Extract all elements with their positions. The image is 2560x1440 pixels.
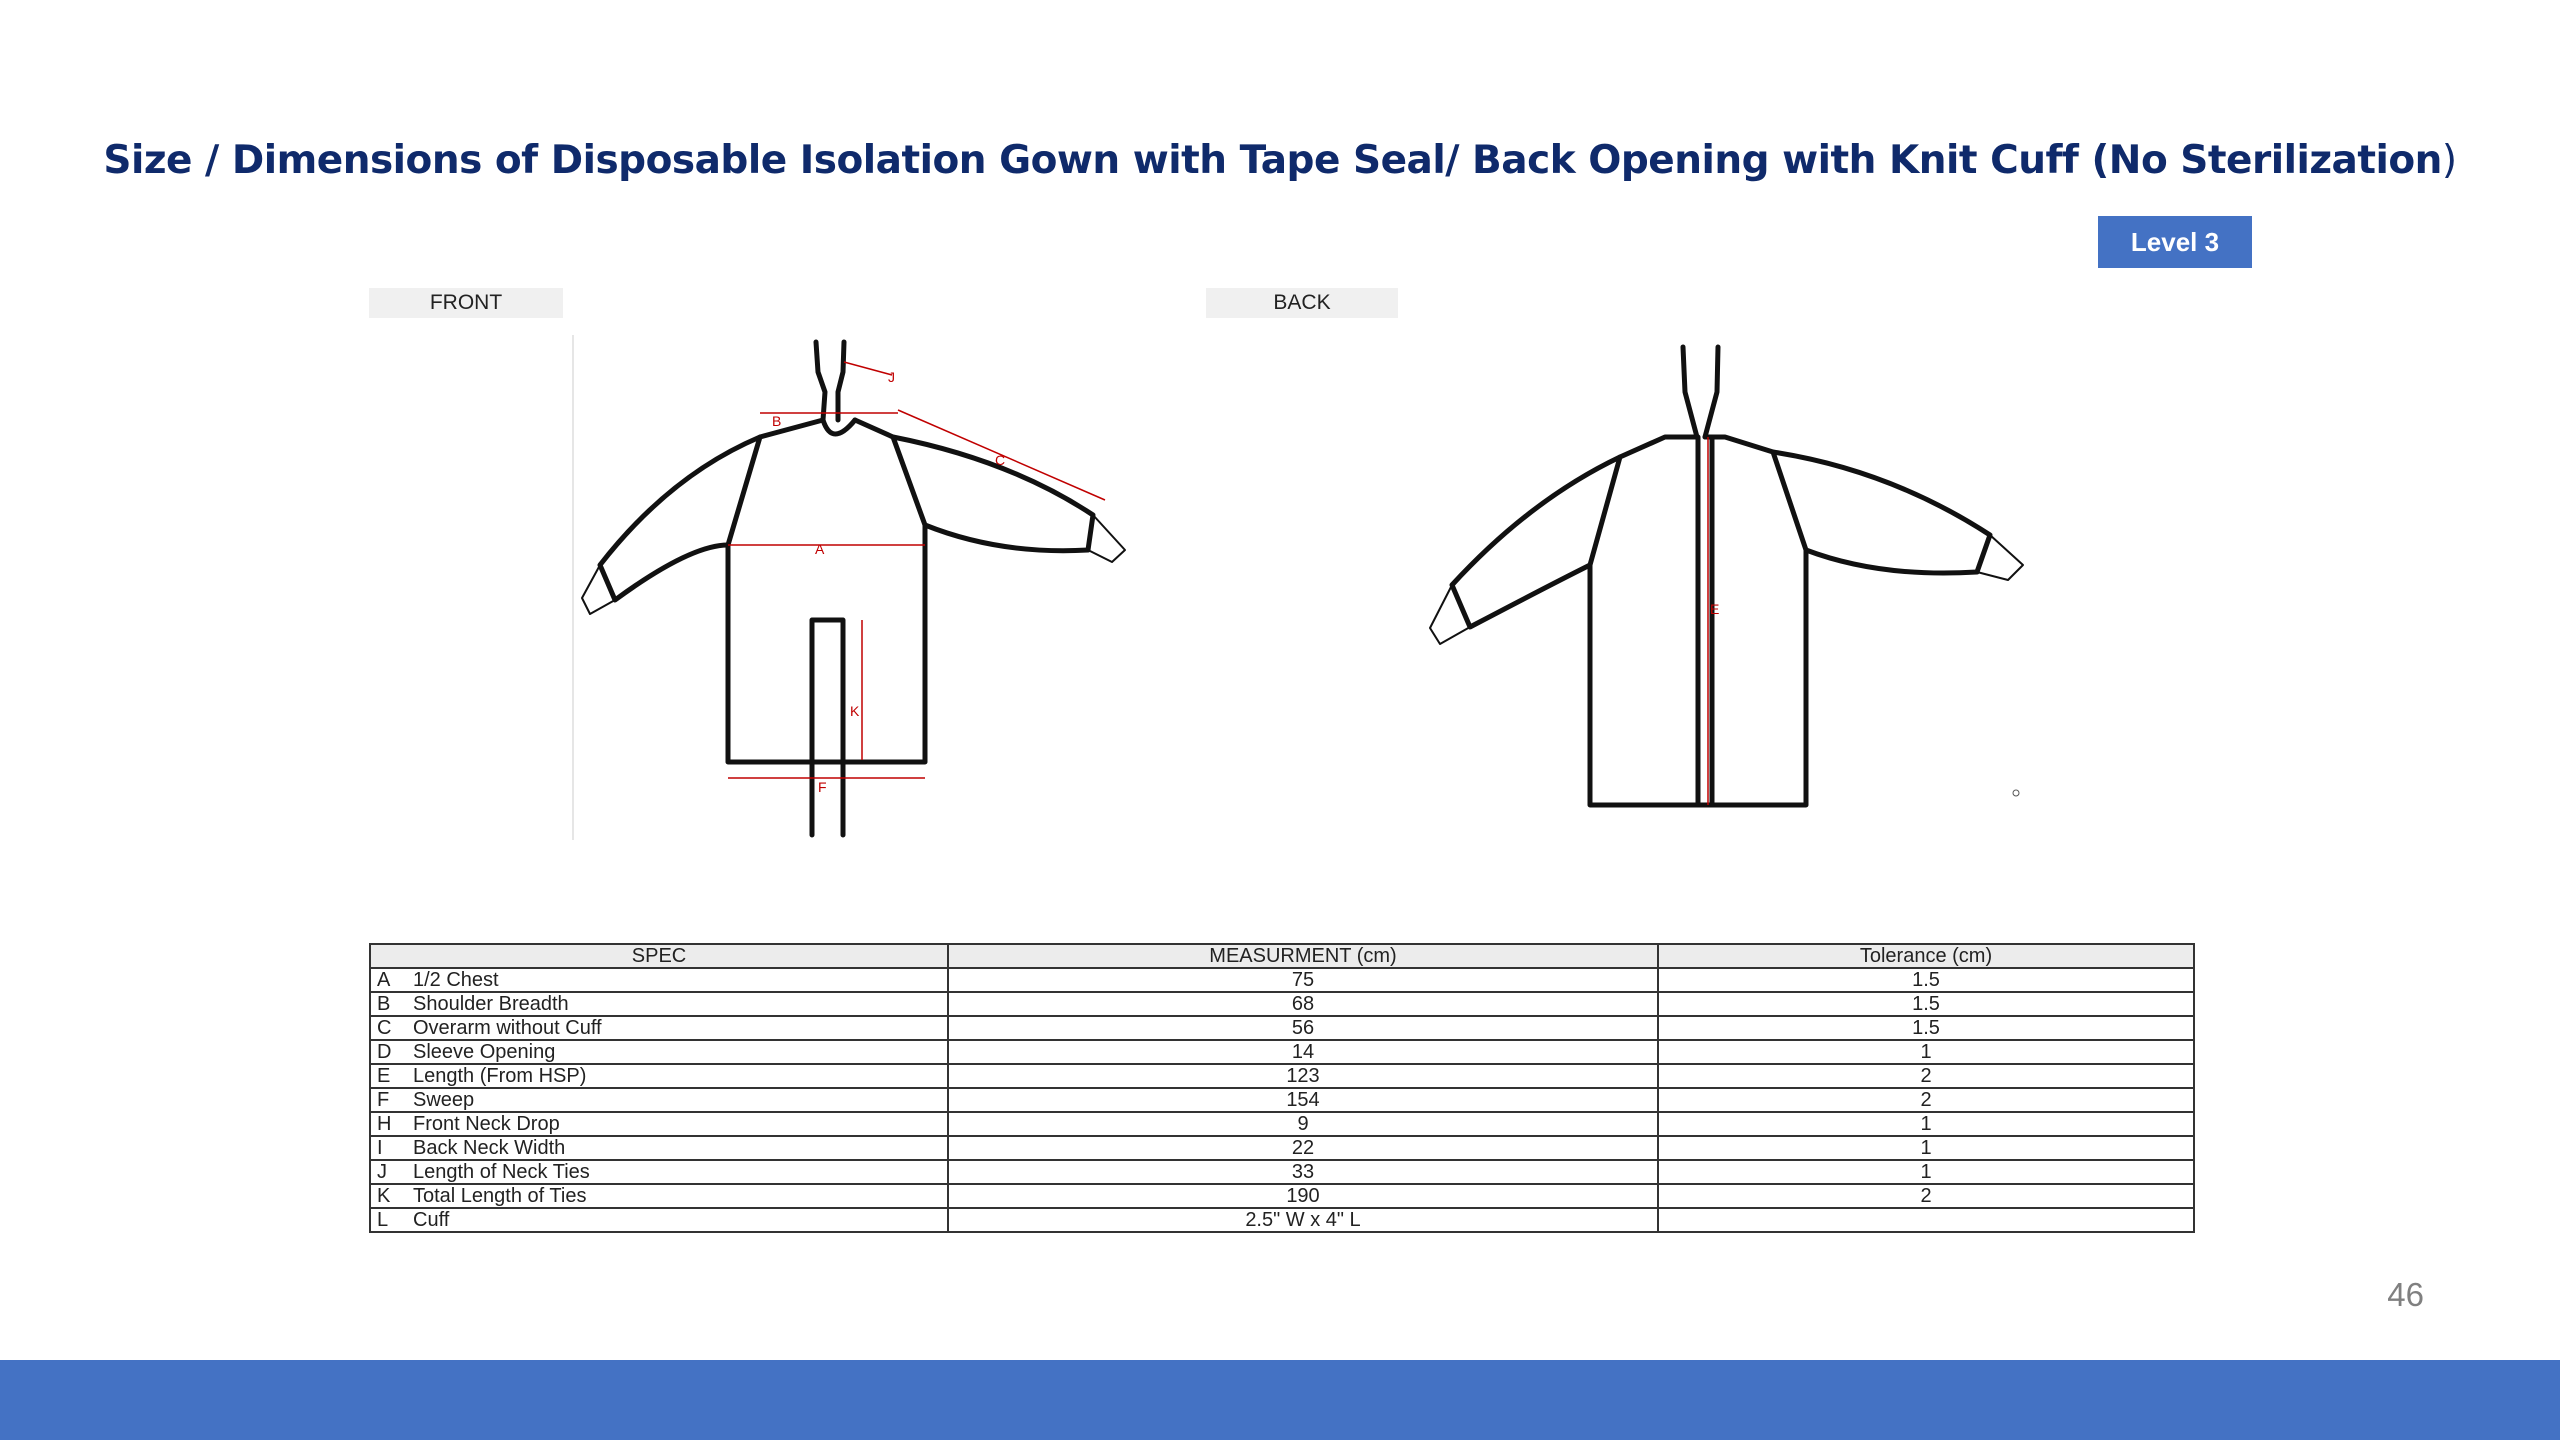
spec-code: C <box>377 1017 392 1039</box>
spec-cell <box>370 1064 948 1088</box>
marker-k: K <box>850 703 860 719</box>
spec-label: Shoulder Breadth <box>413 993 569 1015</box>
spec-cell <box>370 1184 948 1208</box>
tolerance-cell: 1 <box>1658 1160 2194 1184</box>
spec-cell <box>370 1160 948 1184</box>
spec-code: A <box>377 969 391 991</box>
marker-j: J <box>888 369 895 385</box>
table-row <box>370 1064 2194 1088</box>
measurement-cell: 56 <box>948 1016 1658 1040</box>
spec-cell <box>370 1016 948 1040</box>
spec-label: Cuff <box>413 1209 450 1231</box>
spec-cell <box>370 1088 948 1112</box>
measurement-cell: 154 <box>948 1088 1658 1112</box>
front-gown-outline <box>582 342 1125 835</box>
spec-cell <box>370 1136 948 1160</box>
spec-table <box>369 943 2195 1233</box>
back-gown-outline <box>1430 347 2023 805</box>
table-row <box>370 992 2194 1016</box>
spec-code: D <box>377 1041 392 1063</box>
spec-code: L <box>377 1209 389 1231</box>
spec-label: 1/2 Chest <box>413 969 499 991</box>
spec-label: Overarm without Cuff <box>413 1017 602 1039</box>
marker-e: E <box>1710 601 1720 617</box>
spec-cell <box>370 968 948 992</box>
back-measure-markers <box>1710 601 1719 617</box>
measurement-cell: 190 <box>948 1184 1658 1208</box>
level-badge: Level 3 <box>2098 216 2252 268</box>
measurement-cell: 33 <box>948 1160 1658 1184</box>
stray-dot <box>2013 790 2019 796</box>
measurement-cell: 68 <box>948 992 1658 1016</box>
back-opening <box>1698 437 1712 805</box>
spec-label: Length (From HSP) <box>413 1065 587 1087</box>
page-number: 46 <box>2387 1276 2424 1313</box>
tolerance-cell: 1 <box>1658 1136 2194 1160</box>
table-row <box>370 1040 2194 1064</box>
table-row <box>370 1016 2194 1040</box>
spec-label: Sleeve Opening <box>413 1041 556 1063</box>
front-view-label: FRONT <box>369 288 563 318</box>
tolerance-cell: 2 <box>1658 1184 2194 1208</box>
measurement-cell: 9 <box>948 1112 1658 1136</box>
slide-title-text: Size / Dimensions of Disposable Isolation Gown with Tape Seal/ Back Opening with Knit Cuff (No Sterilization <box>103 138 2442 183</box>
spec-label: Sweep <box>413 1089 475 1111</box>
marker-c: C <box>995 452 1006 468</box>
spec-label: Front Neck Drop <box>413 1113 560 1135</box>
table-row <box>370 968 2194 992</box>
marker-b: B <box>772 413 782 429</box>
spec-label: Total Length of Ties <box>413 1185 587 1207</box>
tolerance-cell: 1.5 <box>1658 968 2194 992</box>
spec-cell <box>370 1208 948 1232</box>
spec-cell <box>370 992 948 1016</box>
table-row <box>370 1208 2194 1232</box>
table-row <box>370 1088 2194 1112</box>
footer-bar <box>0 1360 2560 1440</box>
measurement-cell: 123 <box>948 1064 1658 1088</box>
spec-cell <box>370 1112 948 1136</box>
marker-a: A <box>815 541 825 557</box>
measurement-cell: 14 <box>948 1040 1658 1064</box>
back-gown-sketch <box>1400 330 2040 830</box>
measurement-cell: 2.5" W x 4" L <box>948 1208 1658 1232</box>
tolerance-cell <box>1658 1208 2194 1232</box>
spec-code: F <box>377 1089 390 1111</box>
tolerance-cell: 1 <box>1658 1040 2194 1064</box>
tolerance-cell: 1 <box>1658 1112 2194 1136</box>
spec-code: J <box>377 1161 387 1183</box>
measurement-cell: 22 <box>948 1136 1658 1160</box>
neck-ties-back <box>1683 347 1718 437</box>
spec-code: H <box>377 1113 392 1135</box>
measurement-cell: 75 <box>948 968 1658 992</box>
table-row <box>370 1160 2194 1184</box>
front-body <box>728 420 925 762</box>
table-header-row <box>370 944 2194 968</box>
spec-code: E <box>377 1065 391 1087</box>
tolerance-cell: 2 <box>1658 1088 2194 1112</box>
spec-code: B <box>377 993 391 1015</box>
table-row <box>370 1136 2194 1160</box>
spec-table-body <box>370 968 2194 1232</box>
back-view-label: BACK <box>1206 288 1398 318</box>
tolerance-cell: 1.5 <box>1658 1016 2194 1040</box>
header-measurement: MEASURMENT (cm) <box>948 944 1658 968</box>
slide-title-tail: ) <box>2441 138 2457 183</box>
table-row <box>370 1112 2194 1136</box>
spec-cell <box>370 1040 948 1064</box>
header-tolerance: Tolerance (cm) <box>1658 944 2194 968</box>
neck-ties-front <box>816 342 844 420</box>
spec-label: Back Neck Width <box>413 1137 566 1159</box>
marker-f: F <box>818 779 827 795</box>
header-spec: SPEC <box>370 944 948 968</box>
spec-code: K <box>377 1185 391 1207</box>
slide-title <box>0 138 2560 183</box>
tolerance-cell: 1.5 <box>1658 992 2194 1016</box>
front-measure-lines <box>728 362 1105 778</box>
front-ties <box>812 620 843 835</box>
spec-code: I <box>377 1137 383 1159</box>
spec-label: Length of Neck Ties <box>413 1161 590 1183</box>
table-row <box>370 1184 2194 1208</box>
tolerance-cell: 2 <box>1658 1064 2194 1088</box>
front-gown-sketch <box>560 330 1140 850</box>
